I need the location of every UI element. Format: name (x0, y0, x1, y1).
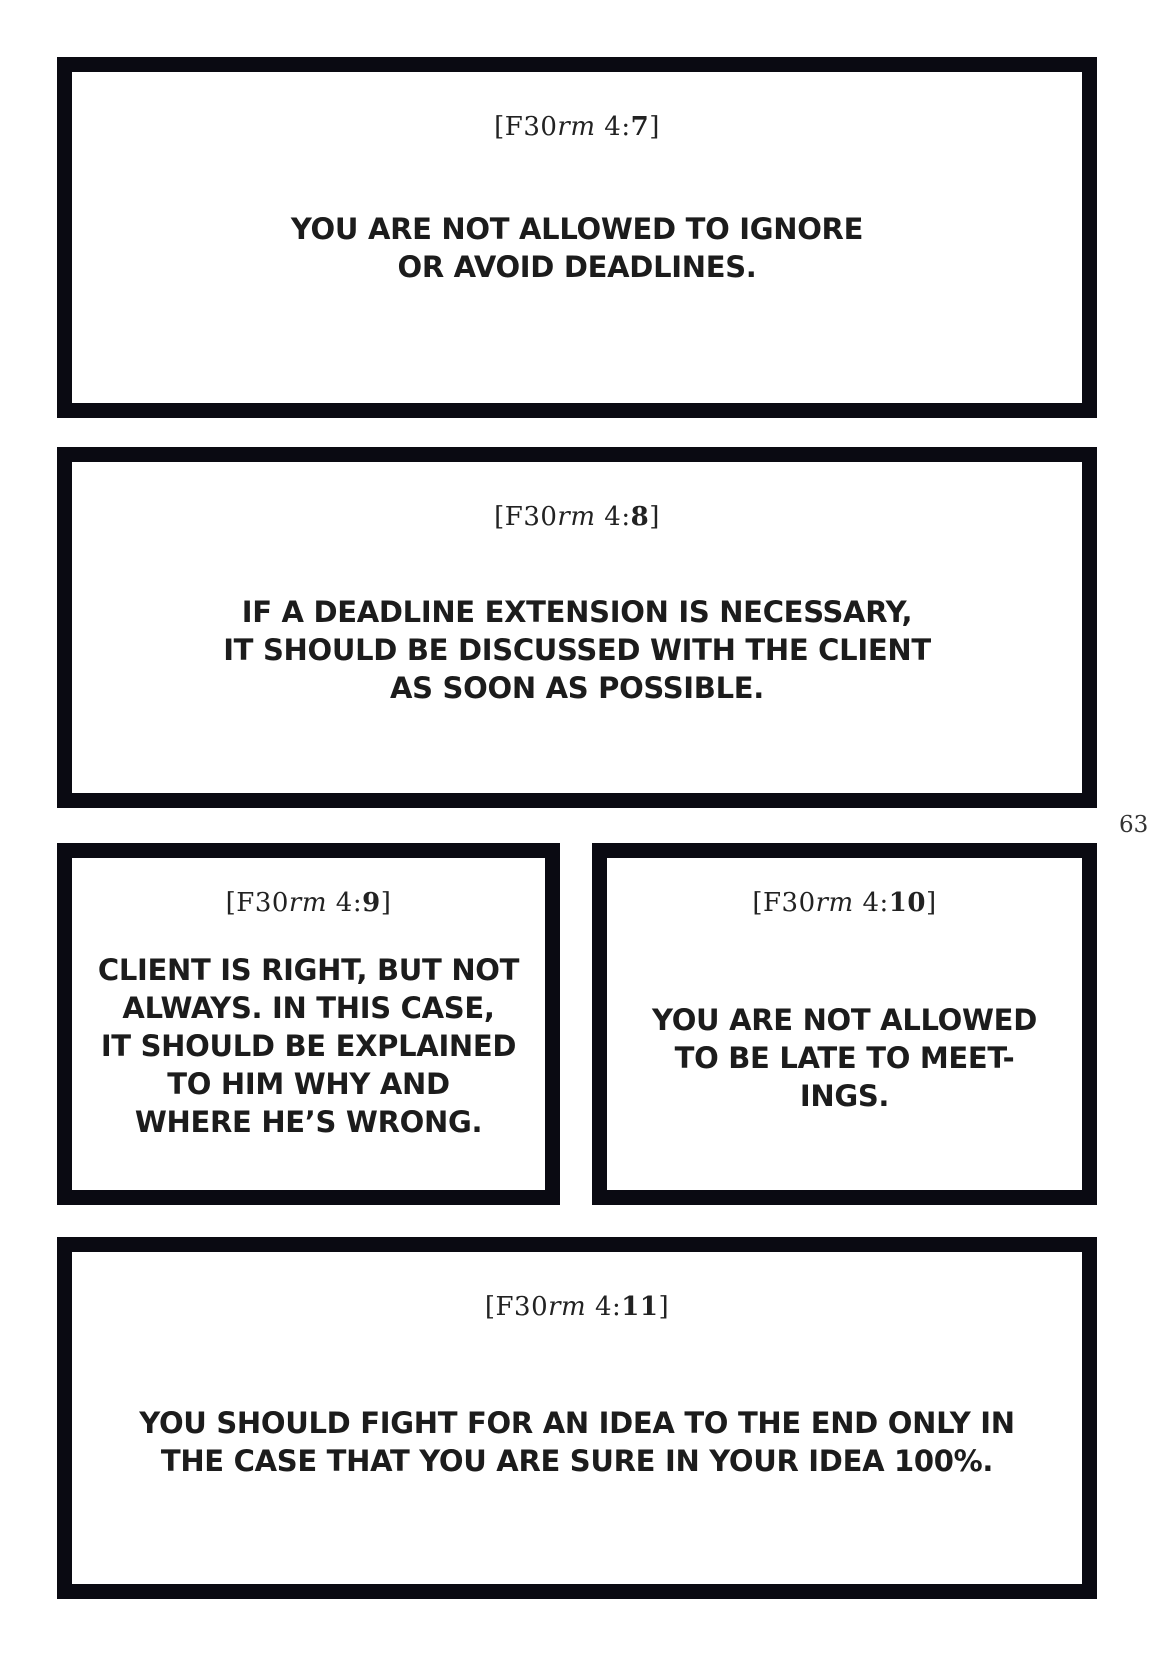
rule-card-4-10 (592, 843, 1097, 1205)
rule-text: YOU ARE NOT ALLOWED TO BE LATE TO MEET- INGS. (652, 1003, 1037, 1113)
rule-card-4-11 (57, 1237, 1097, 1599)
rule-card-4-7 (57, 57, 1097, 418)
rule-text: YOU SHOULD FIGHT FOR AN IDEA TO THE END ONLY IN THE CASE THAT YOU ARE SURE IN YOUR IDEA 100%. (139, 1406, 1015, 1478)
rule-text: IF A DEADLINE EXTENSION IS NECESSARY, IT SHOULD BE DISCUSSED WITH THE CLIENT AS SOON AS POSSIBLE. (223, 595, 931, 705)
rule-reference: [F30rm 4:8] (494, 502, 660, 532)
rule-reference: [F30rm 4:7] (494, 112, 660, 142)
rule-reference: [F30rm 4:11] (484, 1292, 670, 1322)
rule-reference: [F30rm 4:10] (752, 888, 937, 918)
rule-card-4-9 (57, 843, 560, 1205)
rule-text: CLIENT IS RIGHT, BUT NOT ALWAYS. IN THIS CASE, IT SHOULD BE EXPLAINED TO HIM WHY AND WHERE HE’S WRONG. (97, 953, 520, 1139)
page-number: 63 (1119, 812, 1149, 838)
rule-reference: [F30rm 4:9] (225, 888, 392, 918)
rule-text: YOU ARE NOT ALLOWED TO IGNORE OR AVOID DEADLINES. (290, 212, 864, 284)
rule-card-4-8 (57, 447, 1097, 808)
